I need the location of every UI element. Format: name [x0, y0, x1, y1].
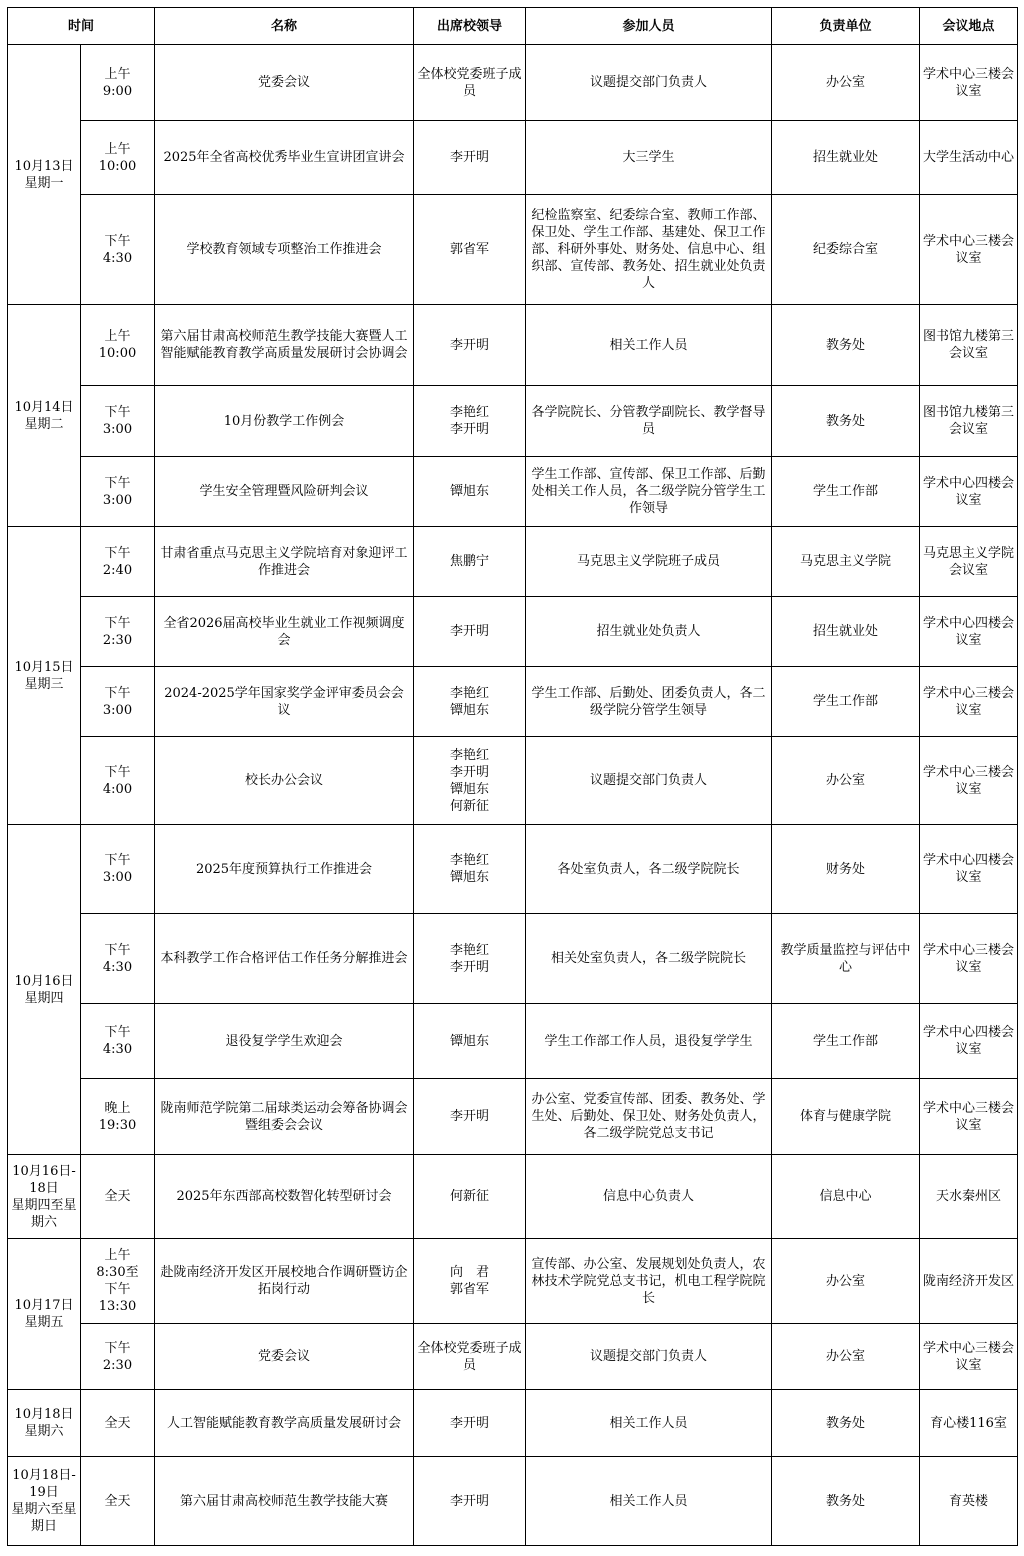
date-cell: 10月18日-19日 星期六至星期日	[8, 1457, 81, 1546]
leader-cell: 李开明	[414, 121, 526, 195]
location-cell: 学术中心四楼会议室	[920, 457, 1018, 527]
location-cell: 图书馆九楼第三会议室	[920, 305, 1018, 386]
unit-cell: 马克思主义学院	[772, 527, 920, 597]
location-cell: 马克思主义学院会议室	[920, 527, 1018, 597]
table-row	[8, 1239, 1018, 1324]
location-cell: 大学生活动中心	[920, 121, 1018, 195]
name-cell: 全省2026届高校毕业生就业工作视频调度会	[155, 597, 414, 667]
header-location: 会议地点	[920, 8, 1018, 45]
leader-cell: 全体校党委班子成员	[414, 45, 526, 121]
name-cell: 退役复学学生欢迎会	[155, 1004, 414, 1079]
unit-cell: 纪委综合室	[772, 195, 920, 305]
location-cell: 学术中心三楼会议室	[920, 667, 1018, 737]
leader-cell: 李开明	[414, 597, 526, 667]
unit-cell: 教学质量监控与评估中心	[772, 914, 920, 1004]
unit-cell: 教务处	[772, 386, 920, 457]
leader-cell: 李开明	[414, 1457, 526, 1546]
name-cell: 第六届甘肃高校师范生教学技能大赛暨人工智能赋能教育教学高质量发展研讨会协调会	[155, 305, 414, 386]
time-cell: 下午 3:00	[81, 386, 155, 457]
unit-cell: 教务处	[772, 1390, 920, 1457]
table-row	[8, 1004, 1018, 1079]
schedule-table	[7, 7, 1018, 1546]
location-cell: 学术中心三楼会议室	[920, 45, 1018, 121]
time-cell: 下午 2:30	[81, 1324, 155, 1390]
table-row	[8, 1324, 1018, 1390]
time-cell: 下午 2:30	[81, 597, 155, 667]
leader-cell: 李开明	[414, 1079, 526, 1155]
table-row	[8, 527, 1018, 597]
table-row	[8, 305, 1018, 386]
name-cell: 本科教学工作合格评估工作任务分解推进会	[155, 914, 414, 1004]
unit-cell: 招生就业处	[772, 597, 920, 667]
header-attendees: 参加人员	[526, 8, 772, 45]
location-cell: 学术中心三楼会议室	[920, 914, 1018, 1004]
time-cell: 下午 4:30	[81, 1004, 155, 1079]
table-row	[8, 457, 1018, 527]
attendees-cell: 马克思主义学院班子成员	[526, 527, 772, 597]
name-cell: 2025年度预算执行工作推进会	[155, 825, 414, 914]
date-cell: 10月13日 星期一	[8, 45, 81, 305]
leader-cell: 镡旭东	[414, 457, 526, 527]
attendees-cell: 招生就业处负责人	[526, 597, 772, 667]
time-cell: 上午 10:00	[81, 305, 155, 386]
time-cell: 全天	[81, 1457, 155, 1546]
unit-cell: 学生工作部	[772, 457, 920, 527]
unit-cell: 办公室	[772, 1239, 920, 1324]
location-cell: 学术中心四楼会议室	[920, 1004, 1018, 1079]
attendees-cell: 相关工作人员	[526, 1390, 772, 1457]
unit-cell: 教务处	[772, 1457, 920, 1546]
location-cell: 学术中心三楼会议室	[920, 737, 1018, 825]
date-cell: 10月16日-18日 星期四至星期六	[8, 1155, 81, 1239]
time-cell: 全天	[81, 1390, 155, 1457]
table-row	[8, 195, 1018, 305]
leader-cell: 李艳红 镡旭东	[414, 667, 526, 737]
name-cell: 2025年全省高校优秀毕业生宣讲团宣讲会	[155, 121, 414, 195]
time-cell: 全天	[81, 1155, 155, 1239]
attendees-cell: 议题提交部门负责人	[526, 737, 772, 825]
table-row	[8, 914, 1018, 1004]
unit-cell: 办公室	[772, 45, 920, 121]
table-body	[8, 45, 1018, 1546]
table-row	[8, 1155, 1018, 1239]
unit-cell: 信息中心	[772, 1155, 920, 1239]
date-cell: 10月15日 星期三	[8, 527, 81, 825]
attendees-cell: 议题提交部门负责人	[526, 1324, 772, 1390]
attendees-cell: 大三学生	[526, 121, 772, 195]
location-cell: 学术中心三楼会议室	[920, 195, 1018, 305]
table-row	[8, 667, 1018, 737]
table-row	[8, 737, 1018, 825]
unit-cell: 招生就业处	[772, 121, 920, 195]
time-cell: 下午 4:30	[81, 195, 155, 305]
leader-cell: 李开明	[414, 1390, 526, 1457]
time-cell: 晚上 19:30	[81, 1079, 155, 1155]
leader-cell: 何新征	[414, 1155, 526, 1239]
leader-cell: 郭省军	[414, 195, 526, 305]
name-cell: 党委会议	[155, 1324, 414, 1390]
date-cell: 10月14日 星期二	[8, 305, 81, 527]
attendees-cell: 信息中心负责人	[526, 1155, 772, 1239]
leader-cell: 焦鹏宁	[414, 527, 526, 597]
name-cell: 学校教育领域专项整治工作推进会	[155, 195, 414, 305]
date-cell: 10月18日 星期六	[8, 1390, 81, 1457]
time-cell: 下午 3:00	[81, 825, 155, 914]
date-cell: 10月17日 星期五	[8, 1239, 81, 1390]
leader-cell: 李艳红 镡旭东	[414, 825, 526, 914]
table-row	[8, 45, 1018, 121]
location-cell: 育英楼	[920, 1457, 1018, 1546]
attendees-cell: 议题提交部门负责人	[526, 45, 772, 121]
leader-cell: 全体校党委班子成员	[414, 1324, 526, 1390]
leader-cell: 李艳红 李开明	[414, 914, 526, 1004]
table-row	[8, 825, 1018, 914]
location-cell: 天水秦州区	[920, 1155, 1018, 1239]
attendees-cell: 宣传部、办公室、发展规划处负责人，农林技术学院党总支书记，机电工程学院院长	[526, 1239, 772, 1324]
name-cell: 甘肃省重点马克思主义学院培育对象迎评工作推进会	[155, 527, 414, 597]
leader-cell: 李艳红 李开明	[414, 386, 526, 457]
location-cell: 学术中心三楼会议室	[920, 1079, 1018, 1155]
attendees-cell: 学生工作部工作人员，退役复学学生	[526, 1004, 772, 1079]
time-cell: 上午 9:00	[81, 45, 155, 121]
name-cell: 2025年东西部高校数智化转型研讨会	[155, 1155, 414, 1239]
name-cell: 学生安全管理暨风险研判会议	[155, 457, 414, 527]
date-cell: 10月16日 星期四	[8, 825, 81, 1155]
header-time: 时间	[8, 8, 155, 45]
unit-cell: 办公室	[772, 737, 920, 825]
table-row	[8, 1079, 1018, 1155]
location-cell: 学术中心四楼会议室	[920, 825, 1018, 914]
name-cell: 人工智能赋能教育教学高质量发展研讨会	[155, 1390, 414, 1457]
time-cell: 下午 2:40	[81, 527, 155, 597]
unit-cell: 办公室	[772, 1324, 920, 1390]
header-name: 名称	[155, 8, 414, 45]
attendees-cell: 学生工作部、宣传部、保卫工作部、后勤处相关工作人员，各二级学院分管学生工作领导	[526, 457, 772, 527]
attendees-cell: 学生工作部、后勤处、团委负责人，各二级学院分管学生领导	[526, 667, 772, 737]
table-row	[8, 121, 1018, 195]
table-header	[8, 8, 1018, 45]
unit-cell: 财务处	[772, 825, 920, 914]
leader-cell: 向 君 郭省军	[414, 1239, 526, 1324]
location-cell: 育心楼116室	[920, 1390, 1018, 1457]
unit-cell: 教务处	[772, 305, 920, 386]
name-cell: 第六届甘肃高校师范生教学技能大赛	[155, 1457, 414, 1546]
time-cell: 下午 4:30	[81, 914, 155, 1004]
leader-cell: 镡旭东	[414, 1004, 526, 1079]
name-cell: 校长办公会议	[155, 737, 414, 825]
attendees-cell: 纪检监察室、纪委综合室、教师工作部、保卫处、学生工作部、基建处、保卫工作部、科研外事处、财务处、信息中心、组织部、宣传部、教务处、招生就业处负责人	[526, 195, 772, 305]
attendees-cell: 相关处室负责人，各二级学院院长	[526, 914, 772, 1004]
location-cell: 学术中心四楼会议室	[920, 597, 1018, 667]
time-cell: 下午 4:00	[81, 737, 155, 825]
name-cell: 赴陇南经济开发区开展校地合作调研暨访企拓岗行动	[155, 1239, 414, 1324]
name-cell: 党委会议	[155, 45, 414, 121]
unit-cell: 学生工作部	[772, 1004, 920, 1079]
leader-cell: 李开明	[414, 305, 526, 386]
time-cell: 下午 3:00	[81, 457, 155, 527]
attendees-cell: 相关工作人员	[526, 1457, 772, 1546]
attendees-cell: 各学院院长、分管教学副院长、教学督导员	[526, 386, 772, 457]
header-leader: 出席校领导	[414, 8, 526, 45]
time-cell: 上午 10:00	[81, 121, 155, 195]
location-cell: 学术中心三楼会议室	[920, 1324, 1018, 1390]
name-cell: 2024-2025学年国家奖学金评审委员会会议	[155, 667, 414, 737]
table-row	[8, 386, 1018, 457]
location-cell: 图书馆九楼第三会议室	[920, 386, 1018, 457]
time-cell: 上午 8:30至 下午 13:30	[81, 1239, 155, 1324]
unit-cell: 体育与健康学院	[772, 1079, 920, 1155]
time-cell: 下午 3:00	[81, 667, 155, 737]
header-unit: 负责单位	[772, 8, 920, 45]
leader-cell: 李艳红 李开明 镡旭东 何新征	[414, 737, 526, 825]
table-row	[8, 1390, 1018, 1457]
attendees-cell: 相关工作人员	[526, 305, 772, 386]
table-row	[8, 597, 1018, 667]
name-cell: 10月份教学工作例会	[155, 386, 414, 457]
attendees-cell: 各处室负责人，各二级学院院长	[526, 825, 772, 914]
table-row	[8, 1457, 1018, 1546]
unit-cell: 学生工作部	[772, 667, 920, 737]
name-cell: 陇南师范学院第二届球类运动会筹备协调会暨组委会会议	[155, 1079, 414, 1155]
location-cell: 陇南经济开发区	[920, 1239, 1018, 1324]
attendees-cell: 办公室、党委宣传部、团委、教务处、学生处、后勤处、保卫处、财务处负责人，各二级学院党总支书记	[526, 1079, 772, 1155]
